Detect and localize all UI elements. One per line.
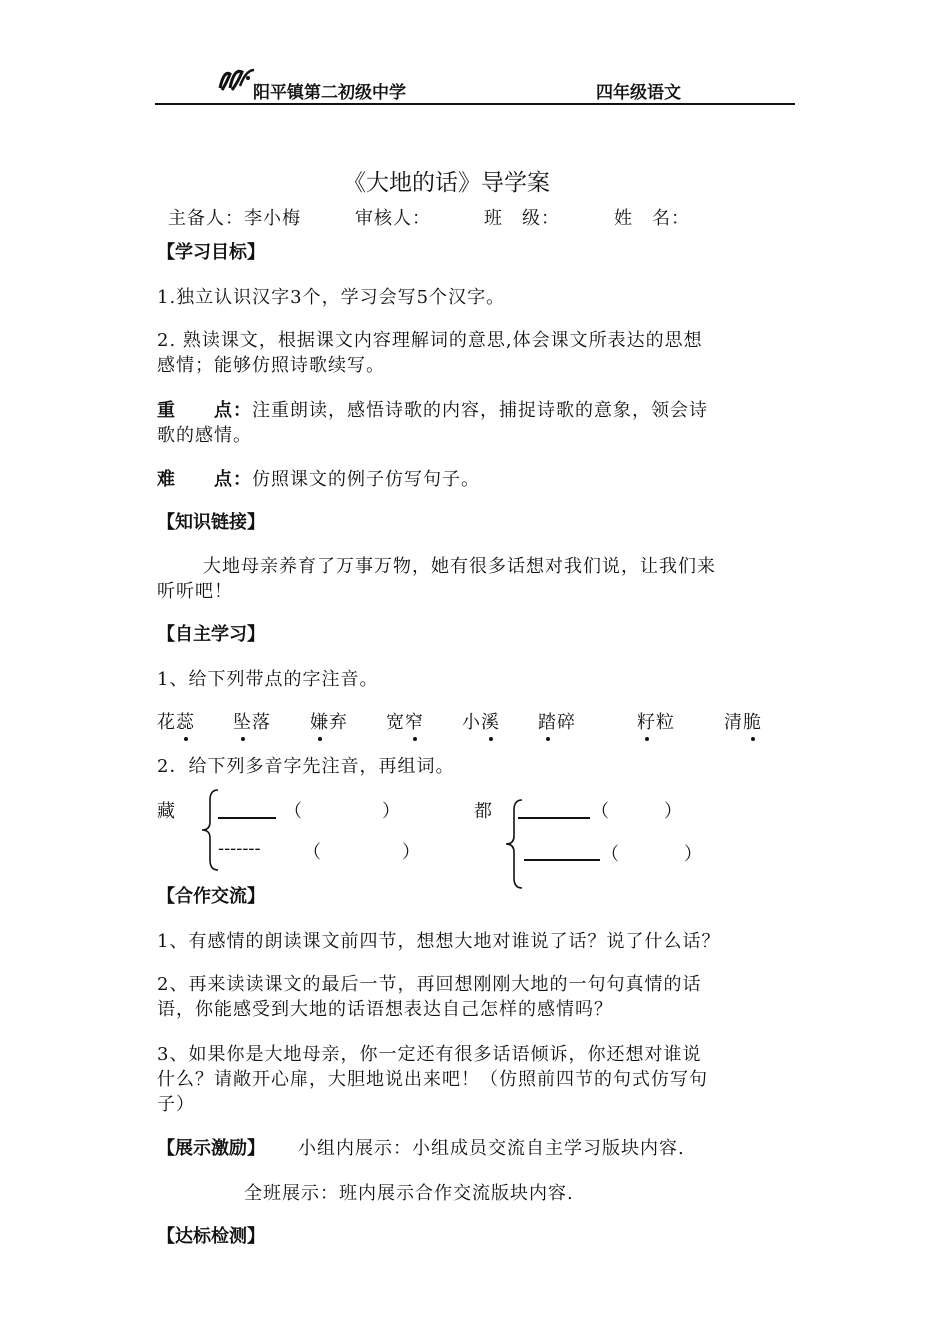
- dotted-char: 窄: [405, 708, 424, 734]
- brace-2-icon: [504, 798, 524, 890]
- goals-heading: 【学习目标】: [157, 242, 265, 263]
- brace-1-icon: [200, 788, 220, 872]
- coop-q3-line3: 子）: [157, 1094, 195, 1115]
- coop-heading: 【合作交流】: [157, 886, 265, 907]
- self-study-q1: 1、给下列带点的字注音。: [157, 669, 379, 690]
- dash-line-1b: -------: [218, 838, 261, 859]
- coop-q2-line2: 语，你能感受到大地的话语想表达自己怎样的感情吗？: [157, 999, 613, 1020]
- paren-open-1b: （: [303, 842, 322, 863]
- word-item: 踏碎: [538, 708, 576, 734]
- word-item: 花蕊: [157, 708, 195, 734]
- show-heading: 【展示激励】: [157, 1138, 265, 1159]
- header-school: 阳平镇第二初级中学: [253, 83, 406, 103]
- word-item: 嫌弃: [310, 708, 348, 734]
- difficulty-line: [157, 465, 480, 491]
- knowledge-heading: 【知识链接】: [157, 512, 265, 533]
- word-list: [0, 708, 950, 738]
- dotted-char: 坠: [233, 708, 252, 734]
- paren-close-1b: ）: [402, 842, 421, 863]
- paren-close-2b: ）: [684, 844, 703, 865]
- paren-close-2a: ）: [664, 801, 683, 822]
- coop-q3-line1: 3、如果你是大地母亲，你一定还有很多话语倾诉，你还想对谁说: [157, 1044, 702, 1065]
- self-study-q2: 2．给下列多音字先注音，再组词。: [157, 756, 455, 777]
- dotted-char: 嫌: [310, 708, 329, 734]
- meta-class: 班 级：: [484, 208, 560, 229]
- logo-mark-icon: [218, 64, 256, 94]
- test-heading: 【达标检测】: [157, 1226, 265, 1247]
- answer-line-1a[interactable]: [218, 817, 276, 819]
- word-item: 小溪: [462, 708, 500, 734]
- key-point-label: 重 点：: [157, 400, 252, 421]
- show-class-text: 全班展示：班内展示合作交流版块内容.: [244, 1183, 574, 1204]
- meta-name: 姓 名：: [614, 208, 690, 229]
- key-point-text: 注重朗读，感悟诗歌的内容，捕捉诗歌的意象，领会诗: [252, 400, 708, 421]
- header-subject: 四年级语文: [596, 83, 681, 103]
- school-logo: [218, 64, 256, 98]
- paren-open-2a: （: [591, 801, 610, 822]
- dotted-char: 蕊: [176, 708, 195, 734]
- knowledge-line2: 听听吧！: [157, 581, 233, 602]
- knowledge-line1: 大地母亲养育了万事万物，她有很多话想对我们说，让我们来: [203, 556, 716, 577]
- word-item: 坠落: [233, 708, 271, 734]
- word-item: 籽粒: [637, 708, 675, 734]
- dotted-char: 踏: [538, 708, 557, 734]
- dotted-char: 脆: [743, 708, 762, 734]
- meta-reviewer: 审核人：: [355, 208, 431, 229]
- header-rule: [155, 103, 795, 105]
- key-point-line1: [157, 396, 708, 422]
- answer-line-2a[interactable]: [518, 817, 590, 819]
- coop-q2-line1: 2、再来读读课文的最后一节，再回想刚刚大地的一句句真情的话: [157, 974, 702, 995]
- self-study-heading: 【自主学习】: [157, 624, 265, 645]
- meta-preparer: 主备人：李小梅: [168, 208, 301, 229]
- dotted-char: 溪: [481, 708, 500, 734]
- goal-item-2-line1: 2. 熟读课文，根据课文内容理解词的意思,体会课文所表达的思想: [157, 330, 703, 351]
- goal-item-2-line2: 感情；能够仿照诗歌续写。: [157, 355, 385, 376]
- polyphone-char-1: 藏: [157, 801, 176, 822]
- page-title: 《大地的话》导学案: [343, 170, 550, 196]
- answer-line-2b[interactable]: [524, 859, 600, 861]
- word-item: 清脆: [724, 708, 762, 734]
- coop-q3-line2: 什么？请敞开心扉，大胆地说出来吧！（仿照前四节的句式仿写句: [157, 1069, 708, 1090]
- paren-open-1a: （: [284, 801, 303, 822]
- key-point-line2: 歌的感情。: [157, 425, 252, 446]
- goal-item-1: 1.独立认识汉字3个，学习会写5个汉字。: [157, 287, 506, 308]
- dotted-char: 籽: [637, 708, 656, 734]
- coop-q1: 1、有感情的朗读课文前四节，想想大地对谁说了话？说了什么话？: [157, 931, 721, 952]
- paren-open-2b: （: [601, 844, 620, 865]
- polyphone-char-2: 都: [474, 801, 493, 822]
- difficulty-text: 仿照课文的例子仿写句子。: [252, 469, 480, 490]
- difficulty-label: 难 点：: [157, 469, 252, 490]
- paren-close-1a: ）: [382, 801, 401, 822]
- word-item: 宽窄: [386, 708, 424, 734]
- show-group-text: 小组内展示：小组成员交流自主学习版块内容.: [298, 1138, 685, 1159]
